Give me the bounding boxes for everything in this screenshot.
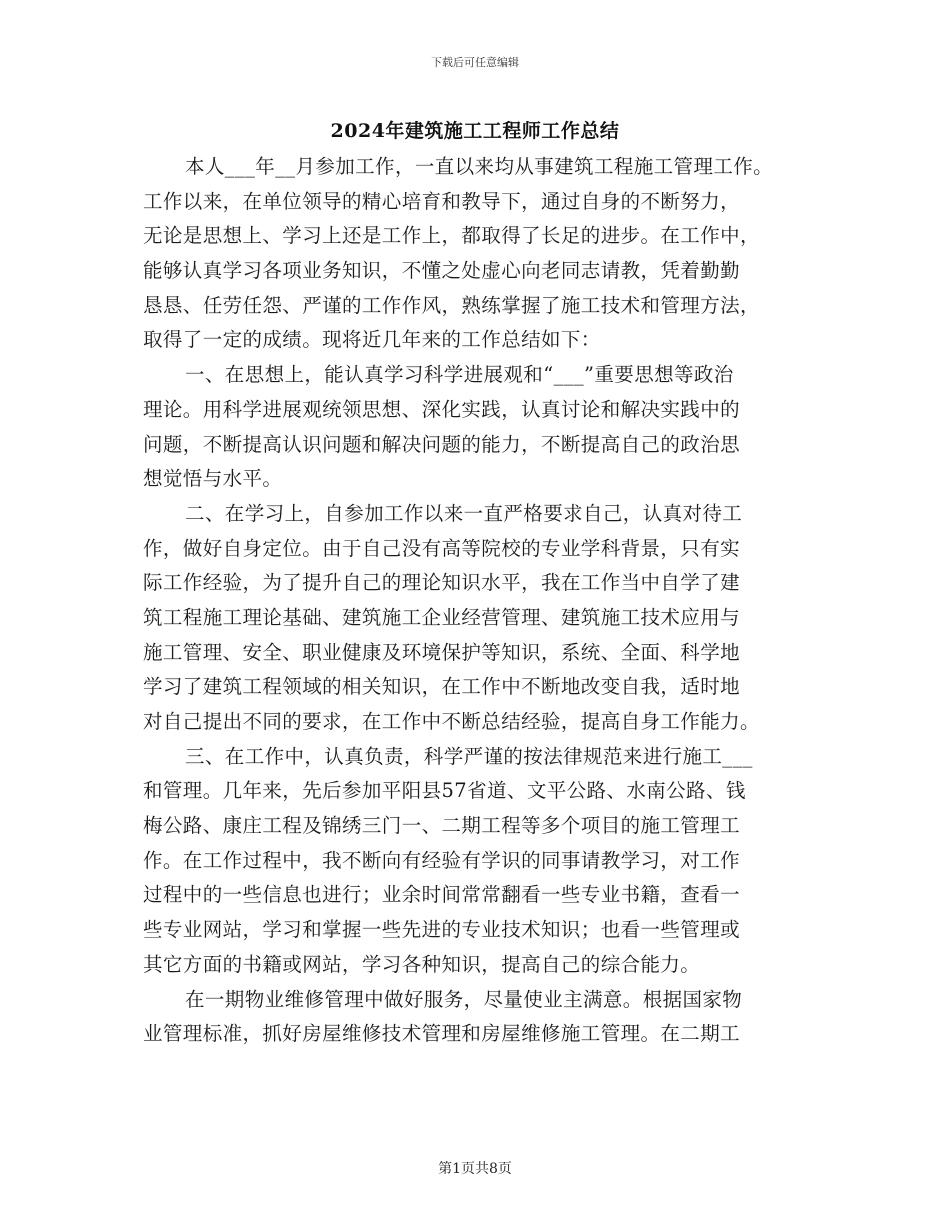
paragraph-line: 问题，不断提高认识问题和解决问题的能力，不断提高自己的政治思 <box>143 432 741 456</box>
paragraph-line: 恳恳、任劳任怨、严谨的工作作风，熟练掌握了施工技术和管理方法， <box>143 293 760 317</box>
paragraph-line: 一、在思想上，能认真学习科学进展观和“___”重要思想等政治 <box>185 363 734 387</box>
paragraph-line: 本人___年__月参加工作，一直以来均从事建筑工程施工管理工作。 <box>185 155 774 178</box>
document-body <box>143 150 808 1052</box>
paragraph-line: 想觉悟与水平。 <box>143 467 283 491</box>
paragraph-line: 对自己提出不同的要求，在工作中不断总结经验，提高自身工作能力。 <box>143 710 760 733</box>
paragraph-line: 施工管理、安全、职业健康及环境保护等知识，系统、全面、科学地 <box>143 640 741 664</box>
paragraph-line: 过程中的一些信息也进行；业余时间常常翻看一些专业书籍，查看一 <box>143 883 741 907</box>
paragraph-line: 梅公路、康庄工程及锦绣三门一、二期工程等多个项目的施工管理工 <box>143 814 741 838</box>
paragraph-line: 作。在工作过程中，我不断向有经验有学识的同事请教学习，对工作 <box>143 848 741 872</box>
paragraph-line: 和管理。几年来，先后参加平阳县57省道、文平公路、水南公路、钱 <box>143 779 746 803</box>
paragraph-line: 二、在学习上，自参加工作以来一直严格要求自己，认真对待工 <box>185 501 743 525</box>
paragraph-line: 些专业网站，学习和掌握一些先进的专业技术知识；也看一些管理或 <box>143 918 741 942</box>
page-header-note: 下载后可任意编辑 <box>431 56 519 69</box>
paragraph-line: 作，做好自身定位。由于自己没有高等院校的专业学科背景，只有实 <box>143 536 741 560</box>
paragraph-line: 业管理标准，抓好房屋维修技术管理和房屋维修施工管理。在二期工 <box>143 1022 741 1046</box>
paragraph-line: 工作以来，在单位领导的精心培育和教导下，通过自身的不断努力， <box>143 189 741 213</box>
paragraph-line: 其它方面的书籍或网站，学习各种知识，提高自己的综合能力。 <box>143 952 701 976</box>
paragraph-line: 理论。用科学进展观统领思想、深化实践，认真讨论和解决实践中的 <box>143 397 741 421</box>
paragraph-line: 学习了建筑工程领域的相关知识，在工作中不断地改变自我，适时地 <box>143 675 741 699</box>
paragraph-line: 无论是思想上、学习上还是工作上，都取得了长足的进步。在工作中， <box>143 224 760 248</box>
document-title: 2024年建筑施工工程师工作总结 <box>330 120 620 142</box>
paragraph-line: 在一期物业维修管理中做好服务，尽量使业主满意。根据国家物 <box>185 987 743 1011</box>
paragraph-line: 取得了一定的成绩。现将近几年来的工作总结如下： <box>143 328 601 352</box>
paragraph-line: 能够认真学习各项业务知识，不懂之处虚心向老同志请教，凭着勤勤 <box>143 259 741 283</box>
page-number: 第1页共8页 <box>438 1161 512 1177</box>
paragraph-line: 际工作经验，为了提升自己的理论知识水平，我在工作当中自学了建 <box>143 571 741 595</box>
paragraph-line: 三、在工作中，认真负责，科学严谨的按法律规范来进行施工___ <box>185 744 753 768</box>
paragraph-line: 筑工程施工理论基础、建筑施工企业经营管理、建筑施工技术应用与 <box>143 605 741 629</box>
